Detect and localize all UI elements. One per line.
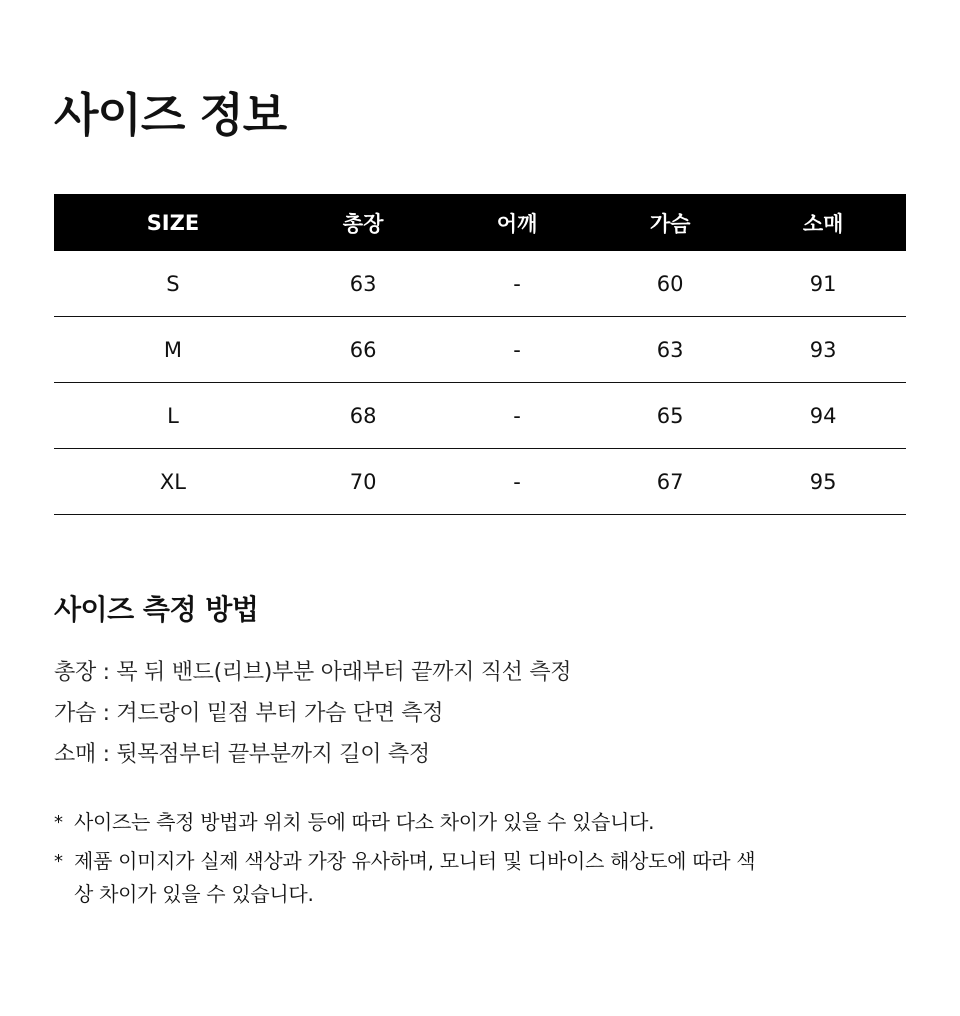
cell-size: M bbox=[54, 317, 292, 383]
table-row bbox=[54, 449, 906, 515]
header-sleeve: 소매 bbox=[740, 194, 906, 251]
method-item-sleeve: 소매 : 뒷목점부터 끝부분까지 길이 측정 bbox=[54, 742, 430, 767]
table-row bbox=[54, 383, 906, 449]
method-item-total-length: 총장 : 목 뒤 밴드(리브)부분 아래부터 끝까지 직선 측정 bbox=[54, 660, 572, 685]
table-row bbox=[54, 317, 906, 383]
cell-chest: 63 bbox=[600, 317, 740, 383]
cell-shoulder: - bbox=[434, 251, 600, 317]
page-title: 사이즈 정보 bbox=[54, 88, 287, 142]
note-item bbox=[54, 845, 854, 911]
header-shoulder: 어깨 bbox=[434, 194, 600, 251]
cell-total-length: 70 bbox=[292, 449, 434, 515]
cell-size: S bbox=[54, 251, 292, 317]
cell-size: L bbox=[54, 383, 292, 449]
table-row bbox=[54, 251, 906, 317]
note-text: 제품 이미지가 실제 색상과 가장 유사하며, 모니터 및 디바이스 해상도에 따라 색상 차이가 있을 수 있습니다. bbox=[74, 849, 756, 906]
cell-sleeve: 93 bbox=[740, 317, 906, 383]
size-table bbox=[54, 194, 906, 515]
cell-sleeve: 95 bbox=[740, 449, 906, 515]
cell-chest: 67 bbox=[600, 449, 740, 515]
header-total-length: 총장 bbox=[292, 194, 434, 251]
cell-total-length: 66 bbox=[292, 317, 434, 383]
cell-sleeve: 94 bbox=[740, 383, 906, 449]
header-size: SIZE bbox=[54, 194, 292, 251]
header-chest: 가슴 bbox=[600, 194, 740, 251]
notes-list bbox=[54, 806, 854, 917]
method-item-chest: 가슴 : 겨드랑이 밑점 부터 가슴 단면 측정 bbox=[54, 701, 444, 726]
cell-size: XL bbox=[54, 449, 292, 515]
measurement-method-title: 사이즈 측정 방법 bbox=[54, 593, 259, 626]
cell-chest: 60 bbox=[600, 251, 740, 317]
asterisk-icon: * bbox=[54, 851, 63, 872]
measurement-method-list bbox=[54, 652, 571, 775]
cell-shoulder: - bbox=[434, 317, 600, 383]
cell-shoulder: - bbox=[434, 449, 600, 515]
cell-total-length: 68 bbox=[292, 383, 434, 449]
cell-chest: 65 bbox=[600, 383, 740, 449]
note-item bbox=[54, 806, 854, 839]
cell-shoulder: - bbox=[434, 383, 600, 449]
table-header-row bbox=[54, 194, 906, 251]
note-text: 사이즈는 측정 방법과 위치 등에 따라 다소 차이가 있을 수 있습니다. bbox=[74, 810, 655, 834]
cell-sleeve: 91 bbox=[740, 251, 906, 317]
asterisk-icon: * bbox=[54, 812, 63, 833]
cell-total-length: 63 bbox=[292, 251, 434, 317]
